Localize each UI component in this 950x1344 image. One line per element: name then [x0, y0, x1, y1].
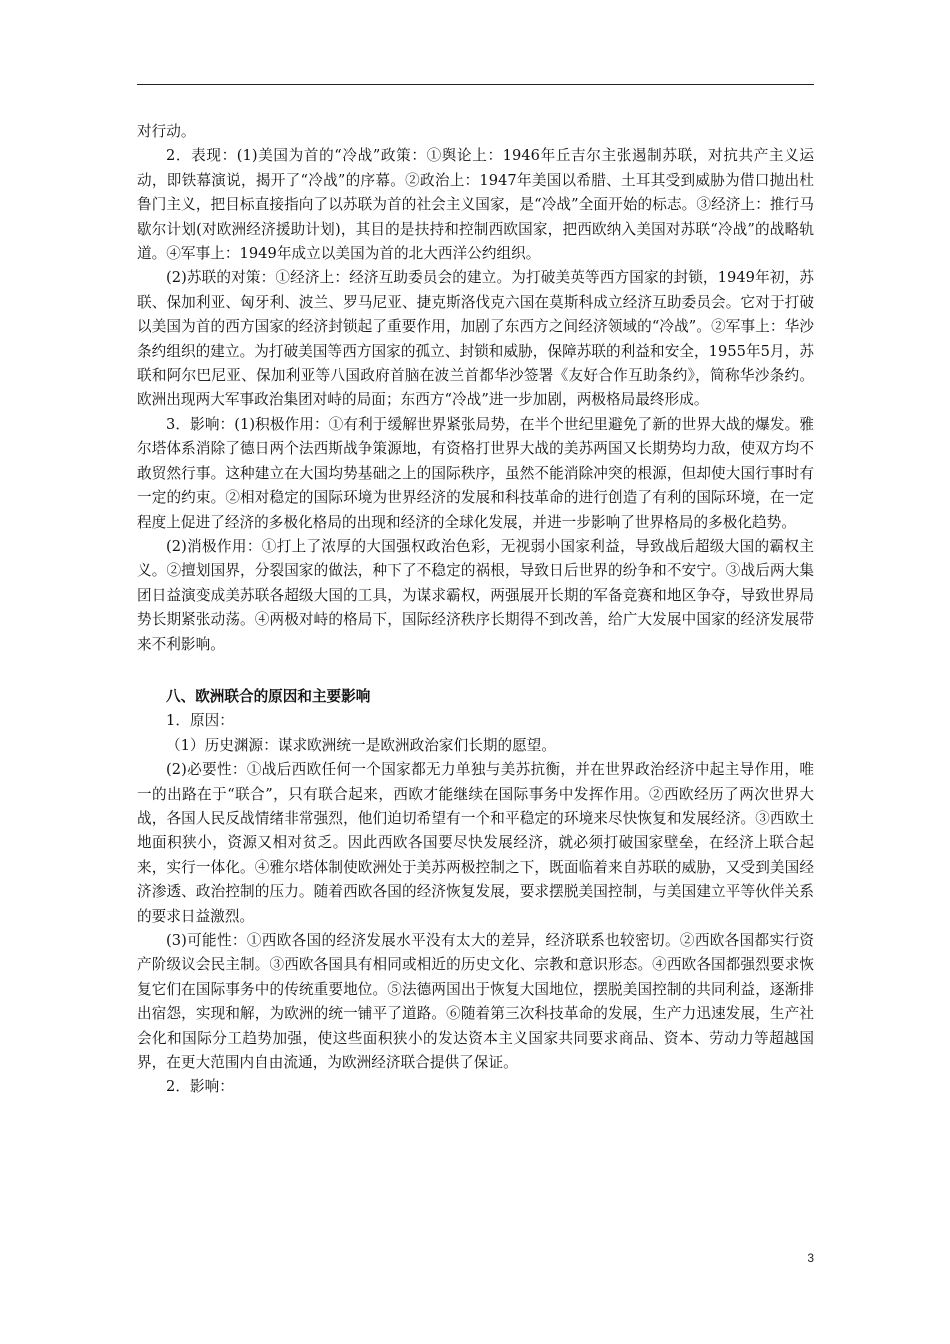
paragraph: (2)苏联的对策：①经济上：经济互助委员会的建立。为打破美英等西方国家的封锁，1949年初，苏联、保加利亚、匈牙利、波兰、罗马尼亚、捷克斯洛伐克六国在莫斯科成立经济互助委员会。它对于打破以美国为首的西方国家的经济封锁起了重要作用，加剧了东西方之间经济领域的“冷战”。②军事上：华沙条约组织的建立。为打破美国等西方国家的孤立、封锁和威胁，保障苏联的利益和安全，1955年5月，苏联和阿尔巴尼亚、保加利亚等八国政府首脑在波兰首都华沙签署《友好合作互助条约》，简称华沙条约。欧洲出现两大军事政治集团对峙的局面；东西方“冷战”进一步加剧，两极格局最终形成。: [137, 269, 814, 409]
paragraph: 2．影响：: [166, 1078, 234, 1096]
page-number: 3: [807, 1251, 814, 1265]
paragraph: (2)必要性：①战后西欧任何一个国家都无力单独与美苏抗衡，并在世界政治经济中起主导作用，唯一的出路在于“联合”，只有联合起来，西欧才能继续在国际事务中发挥作用。②西欧经历了两次世界大战，各国人民反战情绪非常强烈，他们迫切希望有一个和平稳定的环境来尽快恢复和发展经济。③西欧土地面积狭小，资源又相对贫乏。因此西欧各国要尽快发展经济，就必须打破国家壁垒，在经济上联合起来，实行一体化。④雅尔塔体制使欧洲处于美苏两极控制之下，既面临着来自苏联的威胁，又受到美国经济渗透、政治控制的压力。随着西欧各国的经济恢复发展，要求摆脱美国控制，与美国建立平等伙伴关系的要求日益激烈。: [137, 761, 814, 925]
header-rule: [137, 84, 814, 85]
document-body: [137, 120, 814, 1100]
paragraph: (3)可能性：①西欧各国的经济发展水平没有太大的差异，经济联系也较密切。②西欧各国都实行资产阶级议会民主制。③西欧各国具有相同或相近的历史文化、宗教和意识形态。④西欧各国都强烈要求恢复它们在国际事务中的传统重要地位。⑤法德两国出于恢复大国地位，摆脱美国控制的共同利益，逐渐排出宿怨，实现和解，为欧洲的统一铺平了道路。⑥随着第三次科技革命的发展，生产力迅速发展，生产社会化和国际分工趋势加强，使这些面积狭小的发达资本主义国家共同要求商品、资本、劳动力等超越国界，在更大范围内自由流通，为欧洲经济联合提供了保证。: [137, 932, 814, 1072]
paragraph: （1）历史渊源：谋求欧洲统一是欧洲政治家们长期的愿望。: [166, 736, 557, 754]
paragraph: 3．影响：(1)积极作用：①有利于缓解世界紧张局势，在半个世纪里避免了新的世界大战的爆发。雅尔塔体系消除了德日两个法西斯战争策源地，有资格打世界大战的美苏两国又长期势均力敌，使双方均不敢贸然行事。这种建立在大国均势基础之上的国际秩序，虽然不能消除冲突的根源，但却使大国行事时有一定的约束。②相对稳定的国际环境为世界经济的发展和科技革命的进行创造了有利的国际环境，在一定程度上促进了经济的多极化格局的出现和经济的全球化发展，并进一步影响了世界格局的多极化趋势。: [137, 415, 814, 531]
section-spacer: [137, 657, 814, 685]
paragraph: 2．表现：(1)美国为首的“冷战”政策：①舆论上：1946年丘吉尔主张遏制苏联，对抗共产主义运动，即铁幕演说，揭开了“冷战”的序幕。②政治上：1947年美国以希腊、土耳其受到威胁为借口抛出杜鲁门主义，把目标直接指向了以苏联为首的社会主义国家，是“冷战”全面开始的标志。③经济上：推行马歇尔计划(对欧洲经济援助计划)，其目的是扶持和控制西欧国家，把西欧纳入美国对苏联“冷战”的战略轨道。④军事上：1949年成立以美国为首的北大西洋公约组织。: [137, 147, 814, 263]
paragraph: (2)消极作用：①打上了浓厚的大国强权政治色彩，无视弱小国家利益，导致战后超级大国的霸权主义。②擅划国界，分裂国家的做法，种下了不稳定的祸根，导致日后世界的纷争和不安宁。③战后两大集团日益演变成美苏联各超级大国的工具，为谋求霸权，两强展开长期的军备竞赛和地区争夺，导致世界局势长期紧张动荡。④两极对峙的格局下，国际经济秩序长期得不到改善，给广大发展中国家的经济发展带来不利影响。: [137, 537, 814, 653]
paragraph: 1．原因：: [166, 712, 234, 730]
section-heading: 八、欧洲联合的原因和主要影响: [166, 687, 371, 705]
paragraph: 对行动。: [137, 123, 196, 140]
